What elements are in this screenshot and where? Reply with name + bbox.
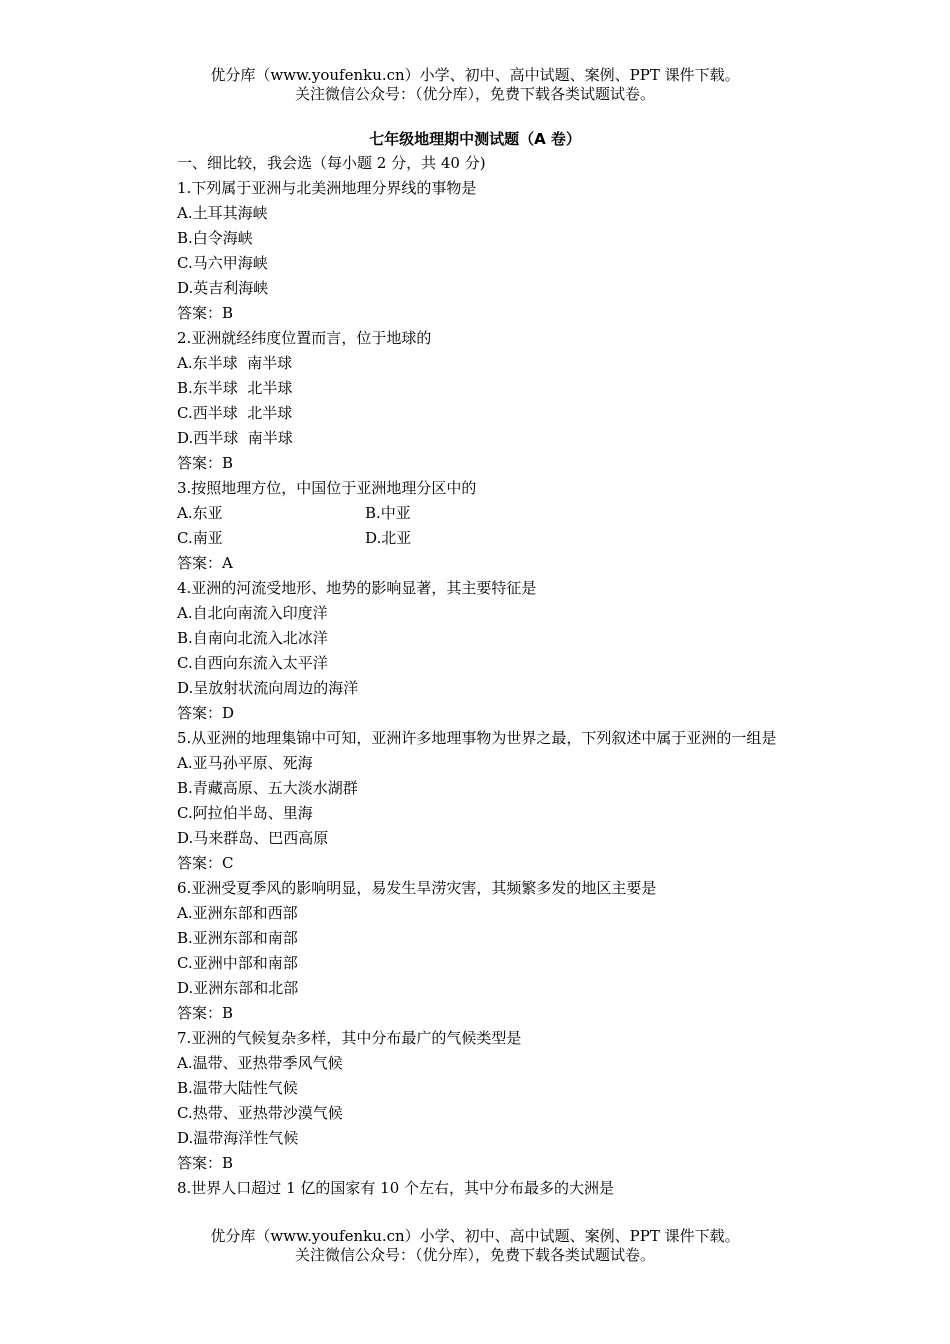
option: C.阿拉伯半岛、里海 — [177, 804, 313, 822]
option: A.土耳其海峡 — [177, 204, 268, 222]
option: D.北亚 — [365, 529, 412, 547]
header-line-1: 优分库（www.youfenku.cn）小学、初中、高中试题、案例、PPT 课件下载。 — [210, 66, 740, 84]
option: B.东半球 北半球 — [177, 379, 293, 397]
answer: 答案：B — [177, 454, 234, 472]
option: C.南亚 — [177, 529, 223, 547]
answer: 答案：C — [177, 854, 234, 872]
option: C.马六甲海峡 — [177, 254, 268, 272]
option: B.中亚 — [365, 504, 411, 522]
option: D.马来群岛、巴西高原 — [177, 829, 329, 847]
answer: 答案：D — [177, 704, 235, 722]
question-body — [145, 151, 810, 1201]
option: B.温带大陆性气候 — [177, 1079, 298, 1097]
option: D.西半球 南半球 — [177, 429, 293, 447]
question-stem: 8.世界人口超过 1 亿的国家有 10 个左右，其中分布最多的大洲是 — [177, 1179, 615, 1197]
option: D.呈放射状流向周边的海洋 — [177, 679, 359, 697]
answer: 答案：A — [177, 554, 233, 572]
option: A.亚马孙平原、死海 — [177, 754, 313, 772]
answer: 答案：B — [177, 304, 234, 322]
option-row — [145, 526, 810, 551]
page-title: 七年级地理期中测试题（A 卷） — [369, 130, 581, 148]
page-footer — [0, 1227, 950, 1265]
option: C.亚洲中部和南部 — [177, 954, 298, 972]
answer: 答案：B — [177, 1154, 234, 1172]
option: C.西半球 北半球 — [177, 404, 293, 422]
option: D.亚洲东部和北部 — [177, 979, 299, 997]
question-stem: 2.亚洲就经纬度位置而言，位于地球的 — [177, 329, 432, 347]
question-stem: 3.按照地理方位，中国位于亚洲地理分区中的 — [177, 479, 477, 497]
footer-line-2: 关注微信公众号：（优分库），免费下载各类试题试卷。 — [294, 1246, 655, 1264]
option: A.亚洲东部和西部 — [177, 904, 298, 922]
answer: 答案：B — [177, 1004, 234, 1022]
option: B.自南向北流入北冰洋 — [177, 629, 328, 647]
option: D.温带海洋性气候 — [177, 1129, 299, 1147]
option: C.热带、亚热带沙漠气候 — [177, 1104, 343, 1122]
option-row — [145, 501, 810, 526]
option: B.白令海峡 — [177, 229, 253, 247]
question-stem: 7.亚洲的气候复杂多样，其中分布最广的气候类型是 — [177, 1029, 522, 1047]
question-stem: 6.亚洲受夏季风的影响明显，易发生旱涝灾害，其频繁多发的地区主要是 — [177, 879, 657, 897]
option: D.英吉利海峡 — [177, 279, 269, 297]
question-stem: 4.亚洲的河流受地形、地势的影响显著，其主要特征是 — [177, 579, 537, 597]
option: C.自西向东流入太平洋 — [177, 654, 328, 672]
section-heading: 一、细比较，我会选（每小题 2 分，共 40 分) — [177, 154, 486, 172]
option: A.东半球 南半球 — [177, 354, 293, 372]
option: A.自北向南流入印度洋 — [177, 604, 328, 622]
question-stem: 1.下列属于亚洲与北美洲地理分界线的事物是 — [177, 179, 477, 197]
option: B.青藏高原、五大淡水湖群 — [177, 779, 358, 797]
question-stem: 5.从亚洲的地理集锦中可知，亚洲许多地理事物为世界之最，下列叙述中属于亚洲的一组是 — [177, 729, 777, 747]
option: A.温带、亚热带季风气候 — [177, 1054, 343, 1072]
header-line-2: 关注微信公众号：（优分库），免费下载各类试题试卷。 — [294, 85, 655, 103]
option: A.东亚 — [177, 504, 223, 522]
footer-line-1: 优分库（www.youfenku.cn）小学、初中、高中试题、案例、PPT 课件下载。 — [210, 1227, 740, 1245]
option: B.亚洲东部和南部 — [177, 929, 298, 947]
page-header — [0, 66, 950, 104]
